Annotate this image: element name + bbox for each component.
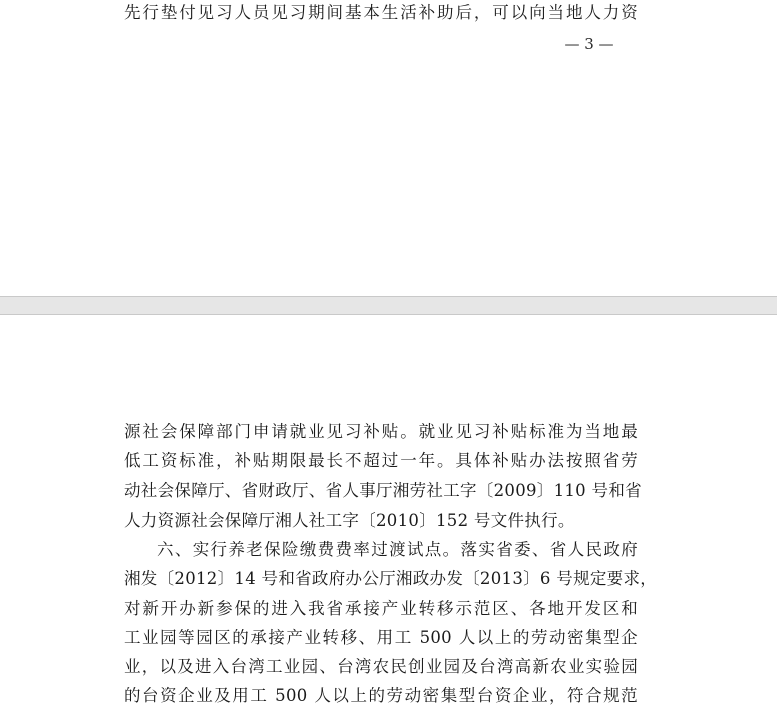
body-text-line: 业，以及进入台湾工业园、台湾农民创业园及台湾高新农业实验园 [124,657,638,676]
page-separator [0,297,777,314]
page-4 [0,314,777,709]
page-3 [0,0,777,297]
body-text-line: 先行垫付见习人员见习期间基本生活补助后，可以向当地人力资 [124,3,638,22]
page-number: — 3 — [564,35,614,53]
body-text-line: 湘发〔2012〕14 号和省政府办公厅湘政办发〔2013〕6 号规定要求， [124,569,658,588]
paragraph-first-line: 六、实行养老保险缴费费率过渡试点。落实省委、省人民政府 [157,540,638,559]
body-text-line: 低工资标准，补贴期限最长不超过一年。具体补贴办法按照省劳 [124,451,638,470]
body-text-line: 工业园等园区的承接产业转移、用工 500 人以上的劳动密集型企 [124,628,638,647]
body-text-line: 对新开办新参保的进入我省承接产业转移示范区、各地开发区和 [124,599,638,618]
body-text-line: 的台资企业及用工 500 人以上的劳动密集型台资企业，符合规范 [124,686,638,705]
body-text-line: 动社会保障厅、省财政厅、省人事厅湘劳社工字〔2009〕110 号和省 [124,481,642,500]
body-text-line: 人力资源社会保障厅湘人社工字〔2010〕152 号文件执行。 [124,511,575,530]
body-text-line: 源社会保障部门申请就业见习补贴。就业见习补贴标准为当地最 [124,422,638,441]
